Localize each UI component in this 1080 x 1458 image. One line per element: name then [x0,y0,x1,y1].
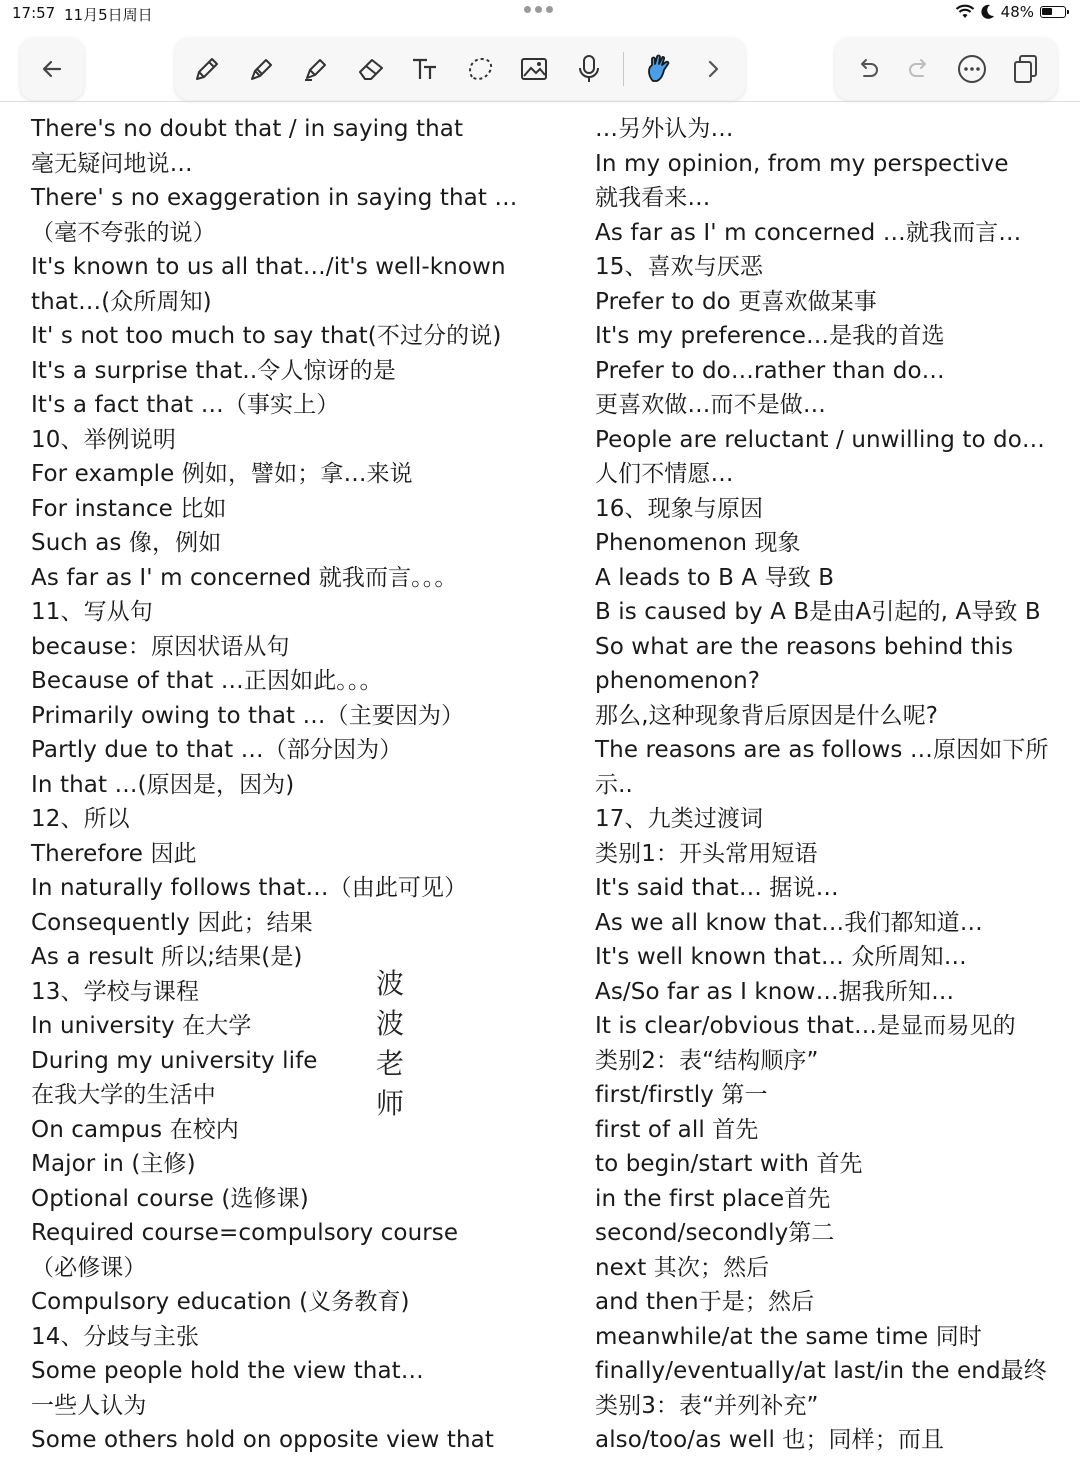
chevron-right-icon[interactable] [693,49,733,89]
multitasking-dots[interactable] [524,6,553,13]
status-time: 17:57 [12,4,56,22]
note-line: It's a fact that …（事实上） [31,392,340,418]
note-line: 12、所以 [31,806,130,832]
more-icon[interactable] [952,49,992,89]
note-line: to begin/start with 首先 [595,1151,863,1177]
note-line: in the first place首先 [595,1185,831,1212]
note-line: It' s not too much to say that(不过分的说) [31,323,502,349]
note-line: 就我看来… [595,185,711,211]
note-line: and then于是；然后 [595,1289,815,1315]
signature-char: 波 [375,967,404,1000]
note-line: 一些人认为 [31,1392,147,1419]
note-line: 17、九类过渡词 [595,806,764,832]
note-line: It's a surprise that..令人惊讶的是 [31,357,396,384]
note-line: 类别3：表“并列补充” [595,1392,819,1419]
microphone-icon[interactable] [569,49,609,89]
toolbar-separator [623,52,624,86]
note-line: Required course=compulsory course [31,1220,459,1246]
handwritten-signature [372,964,408,1124]
note-line: Such as 像，例如 [31,530,222,556]
note-line: first/firstly 第一 [595,1082,768,1108]
pages-icon[interactable] [1005,49,1045,89]
note-line: （必修课） [31,1254,147,1281]
note-line: So what are the reasons behind this [595,633,1014,660]
left-column [31,112,518,1458]
drawing-toolbar [175,38,745,100]
battery-level [1042,8,1052,15]
note-line: As far as I' m concerned 就我而言。。。 [31,564,458,591]
note-line: As we all know that…我们都知道… [595,909,983,936]
note-line: For instance 比如 [31,495,227,522]
battery-icon [1040,6,1066,18]
note-line: 在我大学的生活中 [31,1082,216,1108]
undo-icon[interactable] [847,49,887,89]
note-line: first of all 首先 [595,1116,759,1143]
status-date: 11月5日周日 [64,6,153,24]
note-line: 类别1：开头常用短语 [595,840,818,867]
arrow-left-icon[interactable] [32,49,72,89]
note-line: A leads to B A 导致 B [595,564,835,591]
note-line: For example 例如，譬如；拿…来说 [31,461,413,487]
note-line: People are reluctant / unwilling to do… [595,426,1046,453]
note-line: 人们不情愿… [595,461,734,487]
lasso-icon[interactable] [460,49,500,89]
wifi-icon [955,4,975,20]
note-line: Major in (主修) [31,1151,196,1177]
signature-char: 师 [375,1087,404,1120]
note-line: In university 在大学 [31,1013,252,1039]
note-line: Phenomenon 现象 [595,530,801,556]
note-line: In naturally follows that…（由此可见） [31,875,468,901]
note-line: 更喜欢做…而不是做… [595,392,826,418]
note-line: Therefore 因此 [31,840,197,867]
note-line: B is caused by A B是由A引起的, A导致 B [595,599,1041,625]
moon-icon [981,4,995,20]
note-line: …另外认为… [595,116,734,142]
note-line: 14、分歧与主张 [31,1323,200,1350]
note-line: During my university life [31,1047,318,1074]
right-column [595,112,1065,1458]
note-line: In that …(原因是，因为) [31,771,295,798]
note-line: Compulsory education (义务教育) [31,1289,410,1315]
status-bar [0,0,1080,28]
highlighter-icon[interactable] [296,49,336,89]
text-icon[interactable] [405,49,445,89]
note-line: It's my preference…是我的首选 [595,323,945,349]
note-line: 15、喜欢与厌恶 [595,254,764,280]
signature-char: 波 [375,1007,404,1040]
redo-icon[interactable] [900,49,940,89]
note-line: 13、学校与课程 [31,978,200,1005]
pencil-icon[interactable] [187,49,227,89]
note-line: It's said that… 据说… [595,875,839,901]
note-line: 毫无疑问地说… [31,150,193,177]
note-line: phenomenon? [595,668,761,694]
note-line: There' s no exaggeration in saying that … [31,185,518,211]
battery-percent: 48% [1000,3,1034,21]
note-line: next 其次；然后 [595,1254,770,1281]
note-line: 16、现象与原因 [595,495,764,522]
note-line: that…(众所周知) [31,288,212,315]
document-toolbar [835,38,1057,100]
note-line: The reasons are as follows …原因如下所 [595,737,1049,763]
note-line: As/So far as I know…据我所知… [595,978,955,1005]
note-line: Because of that …正因如此。。。 [31,668,383,694]
note-line: 类别2：表“结构顺序” [595,1047,819,1074]
note-line: It's well known that… 众所周知… [595,944,967,970]
hand-icon[interactable] [639,49,679,89]
note-page[interactable] [0,112,1080,1453]
eraser-icon[interactable] [351,49,391,89]
note-line: As far as I' m concerned …就我而言… [595,219,1022,246]
note-line: because：原因状语从句 [31,633,290,660]
note-line: It is clear/obvious that…是显而易见的 [595,1013,1016,1039]
note-line: Prefer to do 更喜欢做某事 [595,288,877,315]
note-line: Some others hold on opposite view that [31,1427,494,1453]
note-line: 那么,这种现象背后原因是什么呢? [595,702,939,729]
back-toolbar [20,38,84,100]
note-line: Some people hold the view that… [31,1358,424,1384]
note-line: Optional course (选修课) [31,1185,309,1212]
toolbar-divider [0,101,1080,102]
note-line: Consequently 因此；结果 [31,909,313,936]
note-line: 10、举例说明 [31,426,176,453]
note-line: In my opinion, from my perspective [595,150,1009,177]
note-line: meanwhile/at the same time 同时 [595,1323,982,1350]
note-line: 11、写从句 [31,599,153,625]
image-icon[interactable] [514,49,554,89]
note-line: Prefer to do…rather than do… [595,357,945,384]
note-line: also/too/as well 也；同样；而且 [595,1427,945,1453]
note-line: There's no doubt that / in saying that [31,116,464,142]
note-line: Partly due to that …（部分因为） [31,737,403,763]
note-line: Primarily owing to that …（主要因为） [31,702,465,729]
note-line: second/secondly第二 [595,1220,835,1246]
status-indicators [955,3,1066,21]
signature-char: 老 [375,1047,404,1080]
note-line: （毫不夸张的说） [31,219,216,246]
note-line: It's known to us all that…/it's well-known [31,254,506,280]
note-line: As a result 所以;结果(是) [31,944,303,970]
note-line: 示.. [595,771,633,798]
note-line: On campus 在校内 [31,1116,239,1143]
pen-icon[interactable] [242,49,282,89]
note-line: finally/eventually/at last/in the end最终 [595,1358,1047,1384]
